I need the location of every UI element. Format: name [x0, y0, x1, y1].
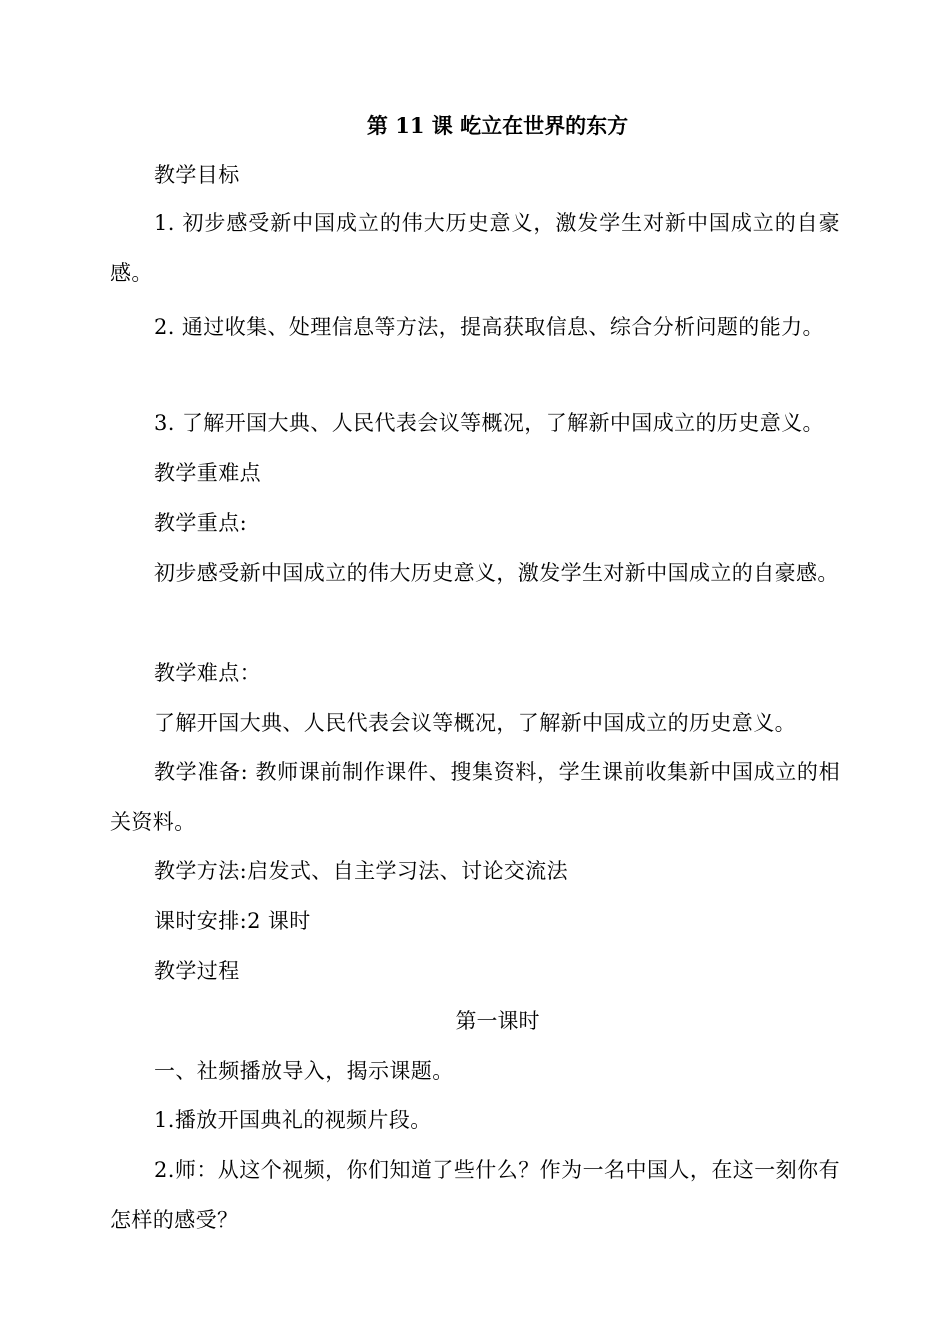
heading-key-difficult-points: 教学重难点 — [154, 461, 261, 485]
heading-teaching-goals: 教学目标 — [154, 163, 240, 187]
goal-item-1: 1. 初步感受新中国成立的伟大历史意义，激发学生对新中国成立的自豪感。 — [110, 211, 840, 285]
first-period-heading: 第一课时 — [455, 1009, 540, 1033]
heading-key-points: 教学重点: — [154, 511, 248, 535]
document-page — [110, 0, 840, 1344]
heading-difficult-points: 教学难点： — [154, 661, 261, 685]
step-1-item-1: 1.播放开国典礼的视频片段。 — [154, 1108, 432, 1132]
lesson-title: 第 11 课 屹立在世界的东方 — [366, 113, 629, 138]
step-1-item-2: 2.师：从这个视频，你们知道了些什么？作为一名中国人，在这一刻你有怎样的感受？ — [110, 1158, 840, 1232]
teaching-methods: 教学方法:启发式、自主学习法、讨论交流法 — [154, 859, 569, 883]
heading-teaching-process: 教学过程 — [154, 959, 240, 983]
teaching-preparation: 教学准备: 教师课前制作课件、搜集资料，学生课前收集新中国成立的相关资料。 — [110, 760, 840, 834]
goal-item-3: 3. 了解开国大典、人民代表会议等概况，了解新中国成立的历史意义。 — [154, 411, 824, 435]
class-schedule: 课时安排:2 课时 — [154, 909, 311, 933]
goal-item-2: 2. 通过收集、处理信息等方法，提高获取信息、综合分析问题的能力。 — [154, 315, 824, 339]
difficult-point-text: 了解开国大典、人民代表会议等概况，了解新中国成立的历史意义。 — [154, 711, 796, 735]
step-1-heading: 一、社频播放导入，揭示课题。 — [154, 1059, 454, 1083]
key-point-text: 初步感受新中国成立的伟大历史意义，激发学生对新中国成立的自豪感。 — [154, 561, 839, 585]
